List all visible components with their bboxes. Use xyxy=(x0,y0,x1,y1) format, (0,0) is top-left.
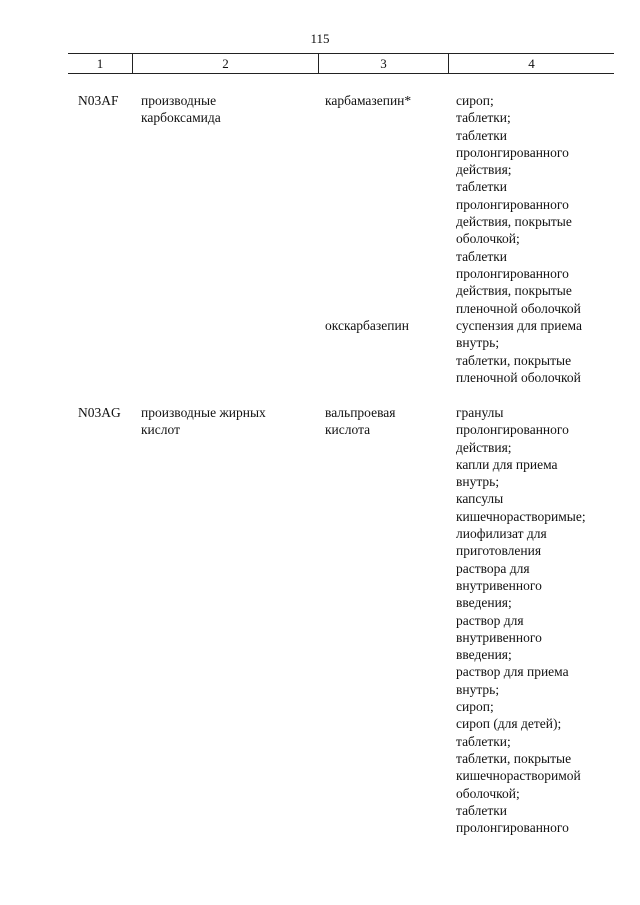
dosage-form-line: действия; xyxy=(456,162,512,178)
dosage-form-line: оболочкой; xyxy=(456,231,520,247)
drug-name xyxy=(325,92,450,109)
dosage-form-line: раствор для xyxy=(456,612,524,628)
dosage-form-line: внутрь; xyxy=(456,335,500,351)
dosage-form-line: пленочной оболочкой xyxy=(456,300,581,316)
drug-name xyxy=(325,404,450,439)
dosage-form-line: таблетки xyxy=(456,802,508,818)
dosage-form-line: введения; xyxy=(456,647,512,663)
dosage-form-line: пролонгированного xyxy=(456,422,569,438)
atc-code: N03AG xyxy=(78,405,121,420)
dosage-form-line: сироп; xyxy=(456,699,494,715)
drug-name-line: карбамазепин* xyxy=(325,93,412,108)
dosage-form-line: таблетки xyxy=(456,179,508,195)
page-number: 115 xyxy=(310,31,330,46)
dosage-form-line: таблетки xyxy=(456,248,508,264)
dosage-form-line: капли для приема xyxy=(456,456,558,472)
dosage-form-line: приготовления xyxy=(456,543,542,559)
dosage-form-line: капсулы xyxy=(456,491,504,507)
table-header-row xyxy=(68,53,614,74)
drug-name-line: вальпроевая xyxy=(325,405,396,420)
dosage-form-line: действия; xyxy=(456,439,512,455)
class-line: кислот xyxy=(141,422,180,438)
dosage-forms xyxy=(456,92,626,317)
dosage-form-line: введения; xyxy=(456,595,512,611)
dosage-form-line: действия, покрытые xyxy=(456,283,572,299)
dosage-form-line: лиофилизат для xyxy=(456,526,547,542)
dosage-form-line: раствора для xyxy=(456,560,530,576)
dosage-form-line: таблетки; xyxy=(456,110,511,126)
class-line: производные жирных xyxy=(141,405,266,420)
dosage-form-line: таблетки xyxy=(456,127,508,143)
drug-name-line: кислота xyxy=(325,422,371,438)
dosage-form-line: действия, покрытые xyxy=(456,214,572,230)
dosage-form-line: пролонгированного xyxy=(456,265,569,281)
dosage-form-line: раствор для приема xyxy=(456,664,569,680)
column-header-2: 2 xyxy=(132,54,318,73)
dosage-forms xyxy=(456,404,626,836)
column-header-3: 3 xyxy=(318,54,448,73)
dosage-form-line: таблетки; xyxy=(456,733,511,749)
dosage-form-line: кишечнорастворимые; xyxy=(456,508,586,524)
dosage-form-line: внутрь; xyxy=(456,474,500,490)
dosage-form-line: таблетки, покрытые xyxy=(456,750,572,766)
dosage-form-line: таблетки, покрытые xyxy=(456,352,572,368)
dosage-form-line: внутрь; xyxy=(456,681,500,697)
column-header-1: 1 xyxy=(96,56,104,71)
drug-name-line: окскарбазепин xyxy=(325,318,409,333)
class-line: производные xyxy=(141,93,217,108)
dosage-form-line: пролонгированного xyxy=(456,196,569,212)
atc-class-name xyxy=(141,404,316,439)
dosage-form-line: кишечнорастворимой xyxy=(456,768,581,784)
dosage-form-line: внутривенного xyxy=(456,577,542,593)
dosage-form-line: внутривенного xyxy=(456,629,542,645)
dosage-form-line: гранулы xyxy=(456,405,504,420)
dosage-form-line: пролонгированного xyxy=(456,144,569,160)
atc-code: N03AF xyxy=(78,93,119,108)
dosage-form-line: сироп; xyxy=(456,93,494,108)
atc-class-name xyxy=(141,92,316,127)
column-header-4: 4 xyxy=(448,54,614,73)
dosage-forms xyxy=(456,317,626,386)
drug-name xyxy=(325,317,450,334)
dosage-form-line: пролонгированного xyxy=(456,820,569,836)
dosage-form-line: оболочкой; xyxy=(456,785,520,801)
dosage-form-line: суспензия для приема xyxy=(456,318,582,333)
dosage-form-line: сироп (для детей); xyxy=(456,716,562,732)
class-line: карбоксамида xyxy=(141,110,221,126)
dosage-form-line: пленочной оболочкой xyxy=(456,369,581,385)
